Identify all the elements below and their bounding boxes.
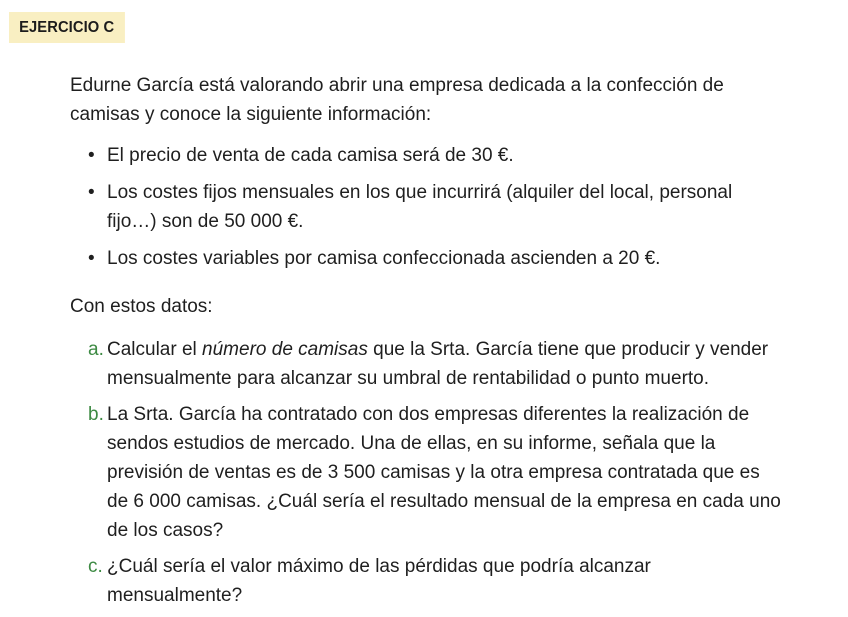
question-text-part: Calcular el [107, 339, 203, 360]
question-marker: a. [88, 339, 104, 360]
intro-paragraph: Edurne García está valorando abrir una empresa dedicada a la confección de camisas y conoce la siguiente información: [70, 75, 724, 125]
question-text [107, 339, 768, 389]
question-text-part: que la Srta. García tiene que producir y vender mensualmente para alcanzar su umbral de rentabilidad o punto muerto. [107, 339, 769, 389]
info-item-text: El precio de venta de cada camisa será de 30 €. [107, 145, 514, 166]
question-marker: c. [88, 556, 103, 577]
question-text: La Srta. García ha contratado con dos empresas diferentes la realización de sendos estudios de mercado. Una de ellas, en su informe, señala que la previsión de ventas es de 3 500 camisas y la otra empresa contratada que es de 6 000 camisas. ¿Cuál sería el resultado mensual de la empresa en cada uno de los casos? [107, 404, 781, 541]
question-marker: b. [88, 404, 104, 425]
info-item-text: Los costes fijos mensuales en los que incurrirá (alquiler del local, personal fijo…) son de 50 000 €. [107, 182, 733, 232]
info-item [70, 244, 786, 273]
question-text: ¿Cuál sería el valor máximo de las pérdidas que podría alcanzar mensualmente? [107, 556, 651, 606]
info-item [70, 178, 786, 236]
question-a [70, 335, 786, 393]
bullet-icon: • [88, 248, 95, 269]
question-b [70, 400, 786, 545]
bullet-icon: • [88, 182, 95, 203]
info-item-text: Los costes variables por camisa confeccionada ascienden a 20 €. [107, 248, 661, 269]
info-list [70, 141, 786, 273]
exercise-tag: EJERCICIO C [9, 12, 125, 43]
questions-lead: Con estos datos: [70, 296, 213, 317]
question-list [70, 335, 786, 610]
bullet-icon: • [88, 145, 95, 166]
question-c [70, 552, 786, 610]
exercise-body [70, 71, 786, 617]
question-emphasis: número de camisas [202, 339, 368, 360]
info-item [70, 141, 786, 170]
